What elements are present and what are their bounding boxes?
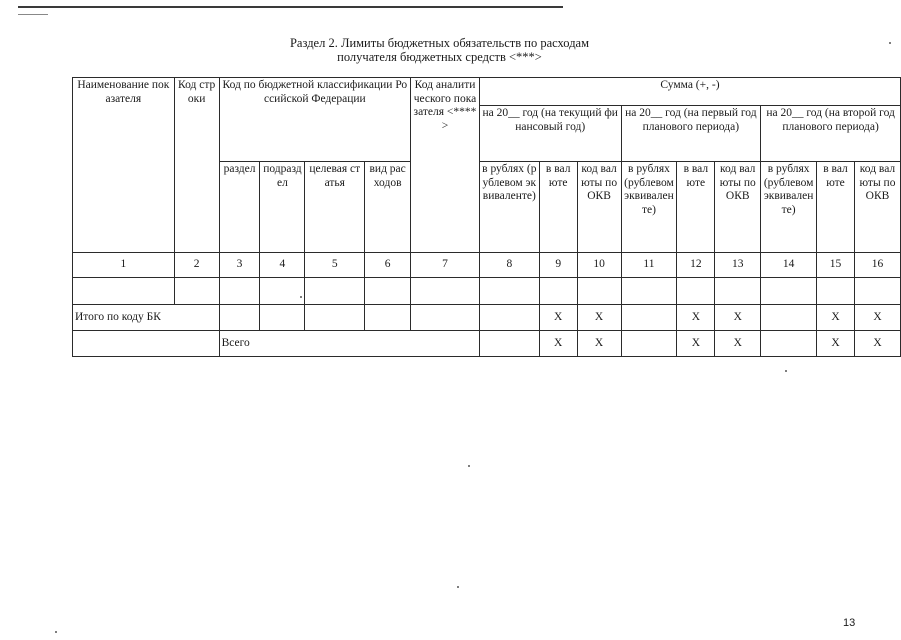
x-mark: X xyxy=(577,305,621,331)
column-number: 1 xyxy=(73,253,175,278)
header-section: раздел xyxy=(219,162,260,253)
column-number: 8 xyxy=(479,253,539,278)
x-mark: X xyxy=(715,305,761,331)
column-number: 13 xyxy=(715,253,761,278)
x-mark: X xyxy=(677,331,715,357)
x-mark: X xyxy=(539,331,577,357)
x-mark: X xyxy=(817,331,855,357)
limits-table xyxy=(72,77,901,357)
header-bk-code: Код по бюджетной классификации Российской Федерации xyxy=(219,78,410,162)
empty-cell xyxy=(621,331,677,357)
empty-cell xyxy=(677,278,715,305)
empty-cell xyxy=(577,278,621,305)
column-number: 4 xyxy=(260,253,305,278)
empty-cell xyxy=(539,278,577,305)
empty-cell xyxy=(621,305,677,331)
header-rub-3: в рублях (рублевом эквиваленте) xyxy=(761,162,817,253)
column-number: 5 xyxy=(305,253,365,278)
header-analytic-code: Код аналитического показателя <****> xyxy=(411,78,480,253)
header-currency-2: в валюте xyxy=(677,162,715,253)
empty-cell xyxy=(365,305,411,331)
x-mark: X xyxy=(854,331,900,357)
scan-speck xyxy=(785,370,787,372)
column-number: 12 xyxy=(677,253,715,278)
header-subsection: подраздел xyxy=(260,162,305,253)
column-number: 2 xyxy=(174,253,219,278)
x-mark: X xyxy=(715,331,761,357)
header-name: Наименование показателя xyxy=(73,78,175,253)
total-bk-label: Итого по коду БК xyxy=(73,305,220,331)
column-number: 16 xyxy=(854,253,900,278)
header-rub-1: в рублях (рублевом эквиваленте) xyxy=(479,162,539,253)
empty-cell xyxy=(73,278,175,305)
scan-speck xyxy=(300,296,302,298)
empty-cell xyxy=(621,278,677,305)
header-rub-2: в рублях (рублевом эквиваленте) xyxy=(621,162,677,253)
header-okv-3: код валюты по ОКВ xyxy=(854,162,900,253)
x-mark: X xyxy=(539,305,577,331)
column-number: 7 xyxy=(411,253,480,278)
empty-cell xyxy=(479,278,539,305)
empty-cell xyxy=(817,278,855,305)
scan-speck xyxy=(55,631,57,633)
x-mark: X xyxy=(817,305,855,331)
column-number: 11 xyxy=(621,253,677,278)
header-row-1 xyxy=(73,78,901,106)
section-title xyxy=(0,36,901,64)
empty-cell xyxy=(73,331,220,357)
empty-cell xyxy=(715,278,761,305)
empty-cell xyxy=(854,278,900,305)
column-number: 15 xyxy=(817,253,855,278)
empty-cell xyxy=(305,278,365,305)
column-number-row xyxy=(73,253,901,278)
empty-cell xyxy=(411,305,480,331)
header-year-second-plan: на 20__ год (на второй год планового периода) xyxy=(761,106,901,162)
scan-speck xyxy=(889,42,891,44)
empty-cell xyxy=(411,278,480,305)
x-mark: X xyxy=(577,331,621,357)
empty-cell xyxy=(260,278,305,305)
scan-speck xyxy=(468,465,470,467)
empty-cell xyxy=(365,278,411,305)
column-number: 3 xyxy=(219,253,260,278)
section-title-line1: Раздел 2. Лимиты бюджетных обязательств по расходам xyxy=(289,36,590,50)
header-code-line: Код строки xyxy=(174,78,219,253)
empty-cell xyxy=(305,305,365,331)
header-currency-3: в валюте xyxy=(817,162,855,253)
column-number: 10 xyxy=(577,253,621,278)
header-expense-type: вид расходов xyxy=(365,162,411,253)
x-mark: X xyxy=(677,305,715,331)
header-okv-2: код валюты по ОКВ xyxy=(715,162,761,253)
empty-cell xyxy=(219,278,260,305)
header-sum: Сумма (+, -) xyxy=(479,78,900,106)
header-year-first-plan: на 20__ год (на первый год планового периода) xyxy=(621,106,761,162)
table-row-grand-total xyxy=(73,331,901,357)
empty-cell xyxy=(174,278,219,305)
column-number: 6 xyxy=(365,253,411,278)
section-title-line2: получателя бюджетных средств <***> xyxy=(337,50,542,64)
header-currency-1: в валюте xyxy=(539,162,577,253)
header-target-article: целевая статья xyxy=(305,162,365,253)
empty-cell xyxy=(761,331,817,357)
top-rule xyxy=(18,6,563,8)
scan-speck xyxy=(457,586,459,588)
grand-total-label: Всего xyxy=(219,331,479,357)
header-year-current: на 20__ год (на текущий финансовый год) xyxy=(479,106,621,162)
column-number: 14 xyxy=(761,253,817,278)
empty-cell xyxy=(479,331,539,357)
empty-cell xyxy=(761,305,817,331)
empty-cell xyxy=(761,278,817,305)
top-rule-short xyxy=(18,14,48,15)
empty-cell xyxy=(219,305,260,331)
table-row-total-bk xyxy=(73,305,901,331)
column-number: 9 xyxy=(539,253,577,278)
empty-cell xyxy=(260,305,305,331)
page-number: 13 xyxy=(843,617,856,629)
x-mark: X xyxy=(854,305,900,331)
header-okv-1: код валюты по ОКВ xyxy=(577,162,621,253)
empty-cell xyxy=(479,305,539,331)
table-row-empty xyxy=(73,278,901,305)
